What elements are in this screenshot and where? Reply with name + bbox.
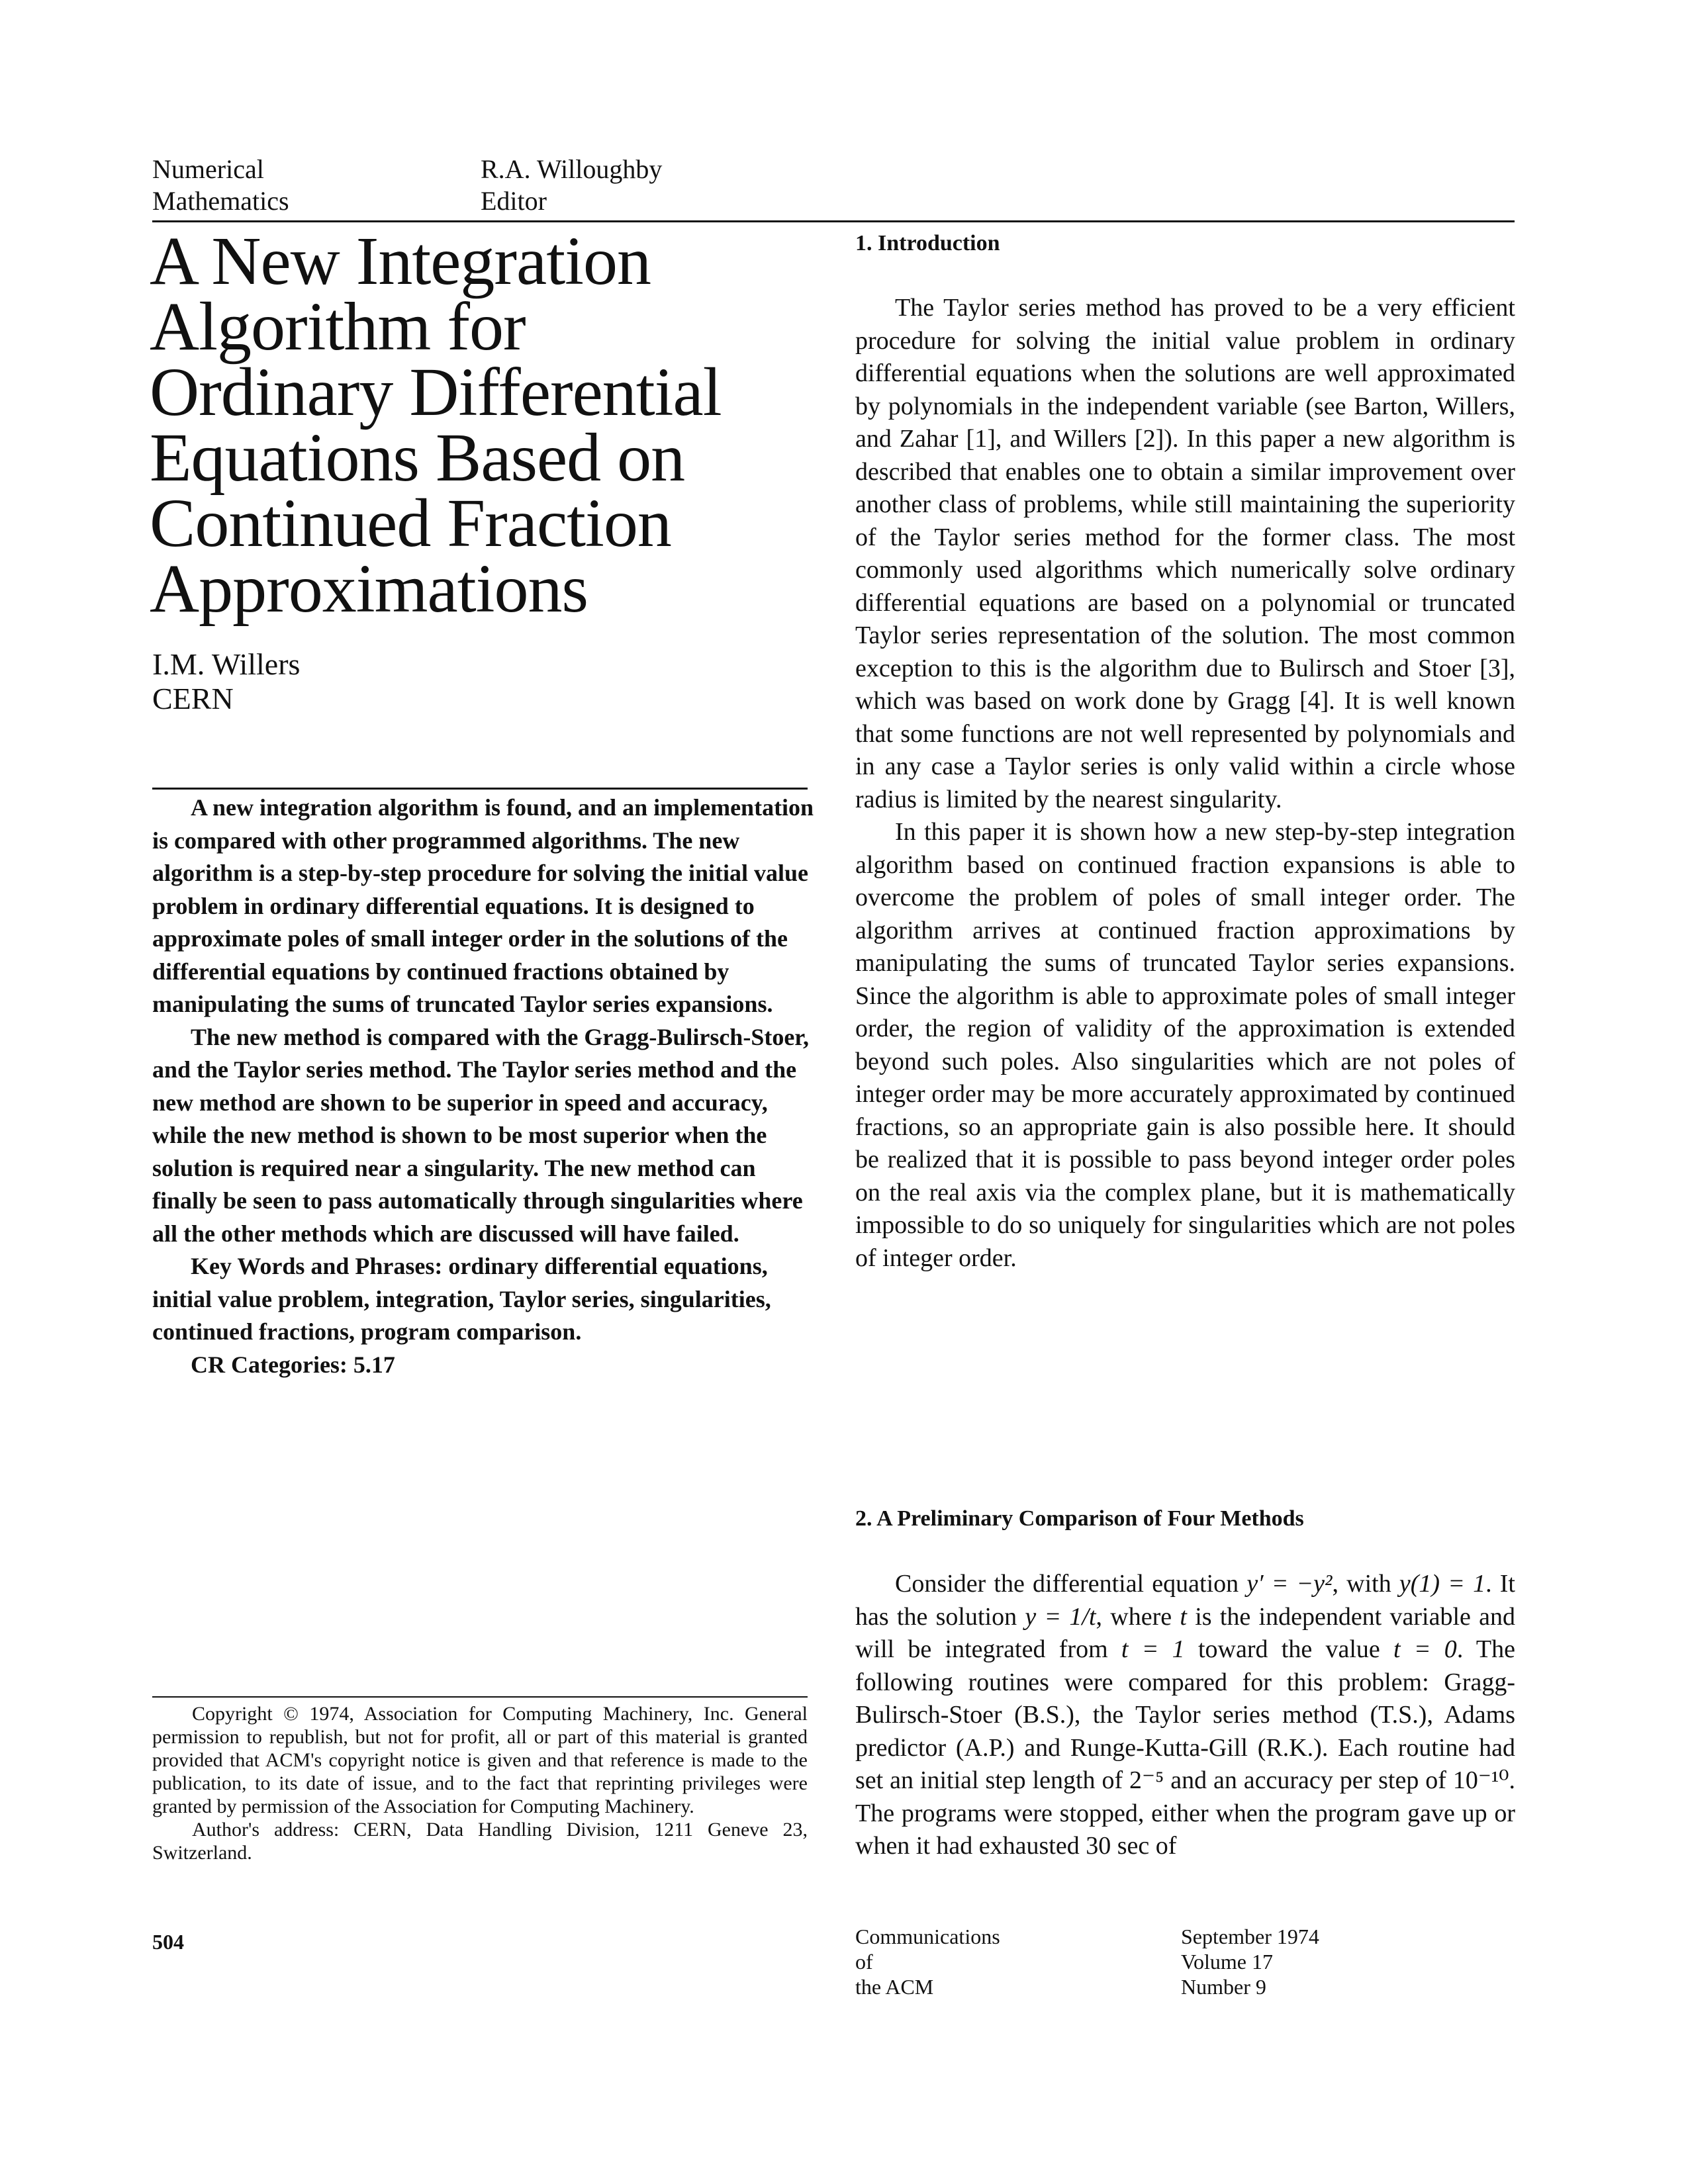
journal-line-3: the ACM <box>855 1975 934 1999</box>
keywords: Key Words and Phrases: ordinary differential equations, initial value problem, integration, Taylor series, singularities, continued fractions, program comparison. <box>152 1253 771 1345</box>
equation-ode: y′ = −y² <box>1246 1570 1333 1598</box>
section-2-heading: 2. A Preliminary Comparison of Four Methods <box>855 1506 1304 1531</box>
variable-t: t <box>1180 1602 1187 1631</box>
editor-block <box>481 154 662 217</box>
section-2-body <box>855 1568 1515 1863</box>
equation-initial-value: y(1) = 1 <box>1399 1570 1486 1598</box>
title-line-5: Continued Fraction <box>150 485 671 561</box>
journal-line-1: Communications <box>855 1925 1000 1948</box>
author-affiliation: CERN <box>152 682 234 715</box>
abstract <box>152 792 814 1381</box>
journal-name <box>855 1924 1000 1999</box>
editor-name: R.A. Willoughby <box>481 154 663 184</box>
author-block <box>152 647 300 716</box>
section-label-line2: Mathematics <box>152 186 289 216</box>
section-1-paragraph-1: The Taylor series method has proved to be a very efficient procedure for solving the initial value problem in ordinary differential equations when the solutions are well approximated by polynomials in the independent variable (see Barton, Willers, and Zahar [1], and Willers [2]). In this paper a new algorithm is described that enables one to obtain a similar improvement over another class of problems, while still maintaining the superiority of the Taylor series method for the former class. The most commonly used algorithms which numerically solve ordinary differential equations are based on a polynomial or truncated Taylor series representation of the solution. The most common exception to this is the algorithm due to Bulirsch and Stoer [3], which was based on work done by Gragg [4]. It is well known that some functions are not well represented by polynomials and in any case a Taylor series is only valid within a circle whose radius is limited by the nearest singularity. <box>855 294 1515 813</box>
abstract-paragraph-1: A new integration algorithm is found, and an implementation is compared with other programmed algorithms. The new algorithm is a step-by-step procedure for solving the initial value problem in ordinary differential equations. It is designed to approximate poles of small integer order in the solutions of the differential equations by continued fractions obtained by manipulating the sums of truncated Taylor series expansions. <box>152 794 814 1017</box>
section-1-paragraph-2: In this paper it is shown how a new step-by-step integration algorithm based on continued fraction expansions is able to overcome the problem of poles of small integer order. The algorithm arrives at continued fraction approximations by manipulating the sums of truncated Taylor series expansions. Since the algorithm is able to approximate poles of small integer order, the region of validity of the approximation is extended beyond such poles. Also singularities which are not poles of integer order may be more accurately approximated by continued fractions, so an appropriate gain is also possible here. It should be realized that it is possible to pass beyond integer order poles on the real axis via the complex plane, but it is mathematically impossible to do so uniquely for singularities which are not poles of integer order. <box>855 818 1515 1272</box>
copyright-rule <box>152 1696 808 1698</box>
title-line-2: Algorithm for <box>150 289 526 365</box>
issue-info <box>1181 1924 1319 1999</box>
author-name: I.M. Willers <box>152 647 301 681</box>
copyright-block <box>152 1702 808 1864</box>
accuracy-value: 10⁻¹⁰ <box>1452 1766 1509 1794</box>
journal-line-2: of <box>855 1950 873 1974</box>
copyright-notice: Copyright © 1974, Association for Computing Machinery, Inc. General permission to republish, but not for profit, all or part of this material is granted provided that ACM's copyright notice is given and that reference is made to the publication, to its date of issue, and to the fact that reprinting privileges were granted by permission of the Association for Computing Machinery. <box>152 1703 808 1817</box>
title-line-6: Approximations <box>150 551 588 627</box>
section-1-heading: 1. Introduction <box>855 231 1000 255</box>
section-1-body <box>855 292 1515 1275</box>
title-line-3: Ordinary Differential <box>150 354 722 430</box>
issue-date: September 1974 <box>1181 1925 1319 1948</box>
abstract-rule <box>152 788 808 790</box>
step-length: 2⁻⁵ <box>1129 1766 1164 1794</box>
title-line-4: Equations Based on <box>150 420 685 496</box>
header-rule <box>152 220 1515 222</box>
page-number: 504 <box>152 1930 184 1954</box>
title-line-1: A New Integration <box>150 223 651 299</box>
section-label <box>152 154 289 217</box>
equation-solution: y = 1/t <box>1025 1602 1096 1631</box>
issue-number: Number 9 <box>1181 1975 1266 1999</box>
editor-role: Editor <box>481 186 547 216</box>
equation-end: t = 0 <box>1393 1635 1457 1663</box>
section-label-line1: Numerical <box>152 154 264 184</box>
cr-categories: CR Categories: 5.17 <box>191 1351 395 1378</box>
abstract-paragraph-2: The new method is compared with the Gragg-Bulirsch-Stoer, and the Taylor series method. The Taylor series method and the new method are shown to be superior in speed and accuracy, while the new method is shown to be most superior when the solution is required near a singularity. The new method can <box>152 1023 809 1181</box>
author-address: Author's address: CERN, Data Handling Division, 1211 Geneve 23, Switzerland. <box>152 1819 808 1864</box>
equation-start: t = 1 <box>1121 1635 1185 1663</box>
section-2-paragraph-1: Consider the differential equation y′ = −y², with y(1) = 1. It has the solution y = 1/t, where t is the independent variable and will be integrated from t = 1 toward the value t = 0. The following routines were compared for this problem: Gragg-Bulirsch-Stoer (B.S.), the Taylor series method (T.S.), Adams predictor (A.P.) and Runge-Kutta-Gill (R.K.). Each routine had set an initial step length of 2⁻⁵ and an accuracy per step of 10⁻¹⁰. The programs were stopped, either when the program gave up or when it had exhausted 30 sec of <box>855 1570 1516 1860</box>
paper-title <box>150 223 825 627</box>
abstract-paragraph-3: finally be seen to pass automatically through singularities where all the other methods which are discussed will have failed. <box>152 1187 803 1247</box>
issue-volume: Volume 17 <box>1181 1950 1273 1974</box>
